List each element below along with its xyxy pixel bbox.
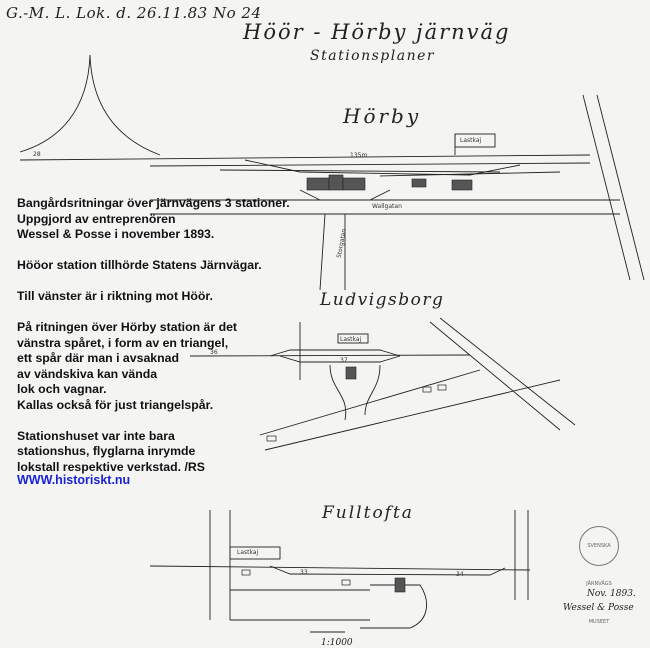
horby-siding	[245, 160, 520, 175]
note-spacer	[17, 274, 307, 290]
horby-wye-right	[90, 55, 160, 155]
note-spacer	[17, 413, 307, 429]
fulltofta-plan	[150, 510, 530, 632]
note-line: Hööor station tillhörde Statens Järnvägar.	[17, 258, 262, 272]
horby-main-track	[20, 155, 590, 160]
station-title-ludvigsborg: Ludvigsborg	[320, 290, 445, 310]
website-link[interactable]: WWW.historiskt.nu	[17, 473, 131, 487]
note-line: stationshus, flyglarna inrymde	[17, 444, 196, 458]
ludvigsborg-lastkaj-label: Lastkaj	[340, 336, 362, 343]
note-line: På ritningen över Hörby station är det	[17, 320, 238, 334]
horby-storgatan-left	[320, 214, 325, 290]
note-line: ett spår där man i avsaknad	[17, 351, 179, 365]
description-note	[17, 196, 307, 475]
horby-track-3	[220, 170, 500, 172]
station-title-horby: Hörby	[343, 104, 422, 128]
fulltofta-station-building	[395, 578, 405, 592]
horby-shed-2	[452, 180, 472, 190]
horby-station-wing	[343, 178, 365, 190]
station-title-fulltofta: Fulltofta	[322, 503, 414, 523]
horby-km-label: 28	[33, 151, 41, 158]
fulltofta-forecourt	[360, 585, 427, 628]
scale-label: 1:1000	[321, 638, 353, 648]
fulltofta-km-label-right: 34	[456, 571, 464, 578]
fulltofta-main-track	[150, 566, 530, 570]
museum-stamp: SVENSKA JÄRNVÄGS MUSEET	[579, 526, 619, 566]
note-spacer	[17, 243, 307, 259]
fulltofta-km-label-left: 33	[300, 569, 308, 576]
note-line: lokstall respektive verkstad. /RS	[17, 459, 205, 474]
note-line: av vändskiva kan vända	[17, 366, 158, 381]
note-line: Stationshuset var inte bara	[17, 428, 175, 443]
ludvigsborg-road-right	[430, 322, 560, 430]
horby-station-center	[329, 175, 343, 190]
drawing-signature: Wessel & Posse	[563, 603, 634, 613]
horby-track-2	[150, 163, 590, 166]
fulltofta-lastkaj-label: Lastkaj	[237, 549, 259, 556]
note-line: Uppgjord av entreprenören	[17, 211, 176, 226]
page-subtitle: Stationsplaner	[310, 48, 436, 64]
ludvigsborg-km-label-right: 37	[340, 357, 348, 364]
note-line: Kallas också för just triangelspår.	[17, 397, 214, 412]
header-reference: G.-M. L. Lok. d. 26.11.83 No 24	[6, 4, 262, 22]
horby-station-building	[307, 178, 329, 190]
note-line: Bangårdsritningar över järnvägens 3 stationer.	[17, 196, 290, 210]
ludvigsborg-km-label-left: 36	[210, 349, 218, 356]
horby-lastkaj-label: Lastkaj	[460, 137, 482, 144]
drawing-date: Nov. 1893.	[587, 589, 636, 599]
note-line: vänstra spåret, i form av en triangel,	[17, 335, 229, 350]
horby-wallgatan-label: Wallgatan	[372, 203, 402, 210]
horby-length-label: 135m	[350, 152, 368, 159]
ludvigsborg-road-lower-bottom	[265, 380, 560, 450]
note-line: Till vänster är i riktning mot Höör.	[17, 289, 213, 303]
note-line: lok och vagnar.	[17, 382, 107, 396]
note-line: Wessel & Posse i november 1893.	[17, 227, 215, 241]
note-spacer	[17, 305, 307, 321]
horby-goods-shed	[412, 179, 426, 187]
horby-wye-left	[20, 55, 90, 152]
horby-storgatan-label: Storgatan	[335, 228, 348, 259]
ludvigsborg-station-building	[346, 367, 356, 379]
page-title: Höör - Hörby järnväg	[243, 20, 511, 44]
